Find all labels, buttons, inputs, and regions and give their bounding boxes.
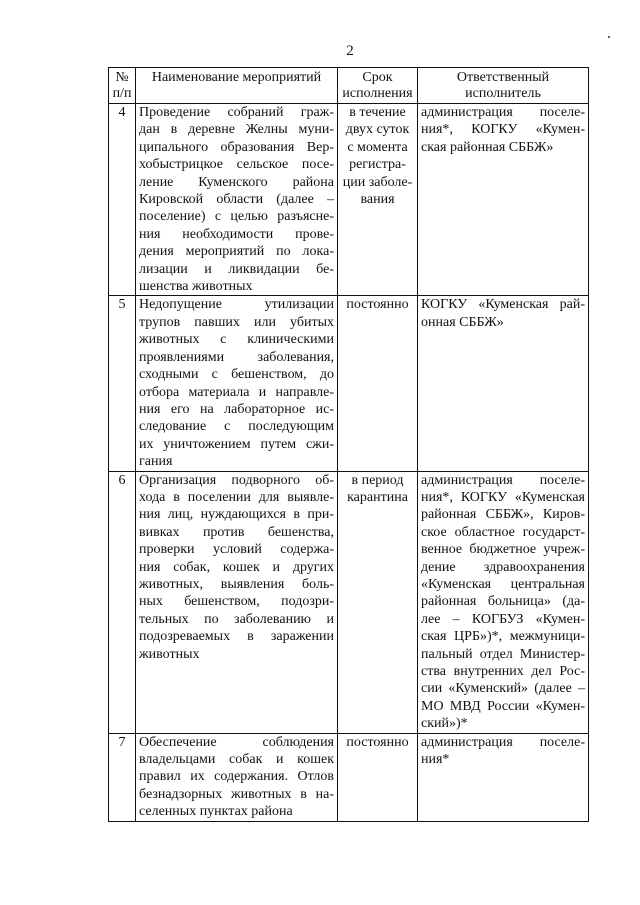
measure-name-line: Организация подворного об- xyxy=(139,472,334,488)
measure-name-line: животных xyxy=(139,646,200,662)
responsible-line: лее – КОГБУЗ «Кумен- xyxy=(421,611,585,627)
measure-name-line: ния необходимости прове- xyxy=(139,226,334,242)
header-deadline-line: исполнения xyxy=(342,86,413,101)
measure-name xyxy=(136,104,338,296)
header-number-line: № xyxy=(115,70,129,85)
measure-name-line: владельцами собак и кошек xyxy=(139,752,334,768)
responsible-line: ния*, КОГКУ «Куменская xyxy=(421,489,585,505)
header-number-line: п/п xyxy=(112,86,132,101)
responsible-line: ская ЦРБ»)*, межмуници- xyxy=(421,629,585,645)
measure-name-line: ния собак, кошек и других xyxy=(139,559,334,575)
deadline-line: ции заболе- xyxy=(342,174,413,190)
page-number: 2 xyxy=(346,43,354,59)
deadline xyxy=(338,296,418,471)
responsible-line: администрация поселе- xyxy=(421,734,585,750)
responsible-line: онная СББЖ» xyxy=(421,314,504,330)
measure-name xyxy=(136,733,338,821)
measure-name-line: следование с последующим xyxy=(139,419,334,435)
measure-name-line: дения мероприятий по лока- xyxy=(139,244,334,260)
table-row xyxy=(109,471,589,733)
responsible-line: районная больница» (да- xyxy=(421,594,585,610)
header-deadline xyxy=(338,68,418,104)
responsible-line: ния* xyxy=(421,752,450,768)
responsible-line: администрация поселе- xyxy=(421,105,585,120)
measure-name-line: вивках против бешенства, xyxy=(139,524,334,540)
measure-name-line: шенства животных xyxy=(139,279,253,295)
measure-name-line: хобыстрицкое сельское посе- xyxy=(139,157,334,173)
measure-name-line: ния его на лабораторное ис- xyxy=(139,401,334,417)
responsible xyxy=(418,104,589,296)
responsible xyxy=(418,296,589,471)
deadline-line: в период xyxy=(351,472,404,488)
deadline-line: постоянно xyxy=(346,297,409,313)
measure-name-line: Проведение собраний граж- xyxy=(139,105,334,120)
responsible xyxy=(418,471,589,733)
measure-name-line: хода в поселении для выявле- xyxy=(139,489,334,505)
scan-speck xyxy=(608,36,610,38)
measure-name-line: дан в деревне Желны муни- xyxy=(139,122,334,138)
measure-name xyxy=(136,471,338,733)
deadline-line: регистра- xyxy=(349,157,406,173)
responsible-line: ства внутренних дел Рос- xyxy=(421,664,585,679)
responsible-line: дение здравоохранения xyxy=(421,559,585,575)
measure-name-line: сходными с бешенством, до xyxy=(139,367,334,383)
table-row xyxy=(109,733,589,821)
header-responsible-line: Ответственный xyxy=(456,70,550,85)
header-measure-name-text: Наименование мероприятий xyxy=(151,70,322,85)
row-number: 7 xyxy=(109,733,136,821)
responsible-line: сии «Куменский» (далее – xyxy=(421,681,585,697)
header-measure-name xyxy=(136,68,338,104)
deadline-line: вания xyxy=(360,192,395,208)
header-number xyxy=(109,68,136,104)
measure-name-line: поселение) с целью разъясне- xyxy=(139,209,334,225)
measure-name-line: трупов павших или убитых xyxy=(139,314,334,330)
measures-table xyxy=(108,67,589,822)
responsible-line: КОГКУ «Куменская рай- xyxy=(421,297,585,313)
measure-name-line: ния лиц, нуждающихся в при- xyxy=(139,507,334,523)
header-responsible-line: исполнитель xyxy=(465,86,541,101)
measure-name-line: ципального образования Вер- xyxy=(139,139,334,155)
responsible xyxy=(418,733,589,821)
table-header-row xyxy=(109,68,589,104)
measure-name-line: ных бешенством, подозри- xyxy=(139,594,334,610)
responsible-line: ский»)* xyxy=(421,716,468,732)
responsible-line: пальный отдел Министер- xyxy=(421,646,585,662)
measure-name-line: их уничтожением путем сжи- xyxy=(139,436,334,452)
measure-name-line: животных, выявления боль- xyxy=(139,576,334,592)
row-number: 6 xyxy=(109,471,136,733)
measure-name-line: гания xyxy=(139,454,173,470)
responsible-line: ская районная СББЖ» xyxy=(421,139,554,155)
measure-name-line: ление Куменского района xyxy=(139,174,334,190)
deadline xyxy=(338,471,418,733)
deadline-line: с момента xyxy=(347,139,408,155)
measure-name-line: правил их содержания. Отлов xyxy=(139,769,334,785)
responsible-line: МО МВД России «Кумен- xyxy=(421,698,585,714)
responsible-line: ское областное государст- xyxy=(421,524,585,540)
measure-name-line: проявлениями заболевания, xyxy=(139,349,334,365)
measure-name-line: лизации и ликвидации бе- xyxy=(139,261,334,277)
measure-name-line: Кировской области (далее – xyxy=(139,192,334,208)
row-number: 4 xyxy=(109,104,136,296)
measure-name-line: Недопущение утилизации xyxy=(139,297,334,313)
deadline-line: двух суток xyxy=(345,122,410,138)
table-row xyxy=(109,104,589,296)
measure-name-line: отбора материала и направле- xyxy=(139,384,334,400)
deadline-line: в течение xyxy=(349,105,406,120)
measure-name-line: животных с клиническими xyxy=(139,332,334,348)
responsible-line: администрация поселе- xyxy=(421,472,585,488)
measure-name xyxy=(136,296,338,471)
table-row xyxy=(109,296,589,471)
responsible-line: венное бюджетное учреж- xyxy=(421,542,585,558)
measure-name-line: подозреваемых в заражении xyxy=(139,629,334,645)
responsible-line: районная СББЖ», Киров- xyxy=(421,507,585,523)
deadline xyxy=(338,104,418,296)
measure-name-line: Обеспечение соблюдения xyxy=(139,734,334,750)
deadline xyxy=(338,733,418,821)
deadline-line: карантина xyxy=(347,489,408,505)
responsible-line: «Куменская центральная xyxy=(421,576,585,592)
measure-name-line: проверки условий содержа- xyxy=(139,542,334,558)
measure-name-line: тельных по заболеванию и xyxy=(139,611,334,627)
measure-name-line: безнадзорных животных в на- xyxy=(139,786,334,802)
measure-name-line: селенных пунктах района xyxy=(139,804,293,820)
header-deadline-line: Срок xyxy=(362,70,393,85)
responsible-line: ния*, КОГКУ «Кумен- xyxy=(421,122,585,138)
header-responsible xyxy=(418,68,589,104)
row-number: 5 xyxy=(109,296,136,471)
deadline-line: постоянно xyxy=(346,734,409,750)
